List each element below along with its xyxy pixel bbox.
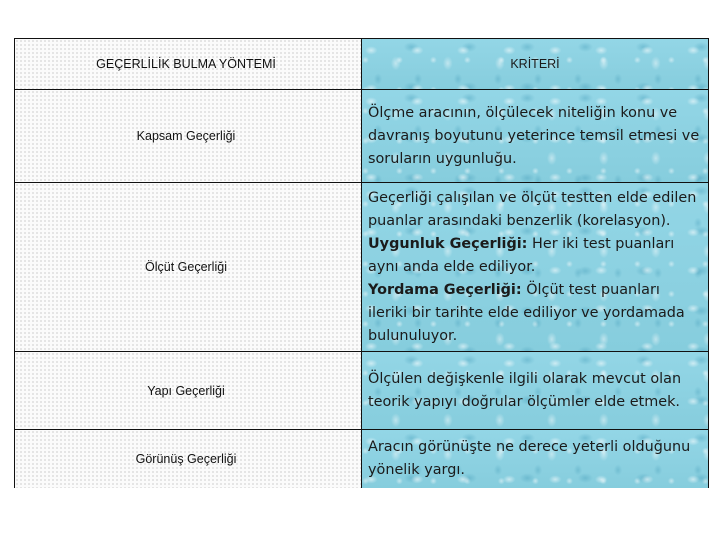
row-criteria-cell [362, 183, 708, 352]
row-criteria-cell [362, 352, 708, 430]
row-criteria-text: Ölçme aracının, ölçülecek niteliğin konu ve davranış boyutunu yeterince temsil etmesi ve soruların uygunluğu. [368, 104, 700, 167]
concurrent-validity-term: Uygunluk Geçerliği: [368, 235, 528, 252]
row-criteria-cell [362, 90, 708, 183]
concurrent-validity-text: Her iki test puanları aynı anda elde ediliyor. [368, 235, 675, 275]
row-method-label: Ölçüt Geçerliği [145, 260, 227, 274]
header-method-label: GEÇERLİLİK BULMA YÖNTEMİ [96, 57, 276, 71]
row-method-label: Kapsam Geçerliği [136, 129, 236, 143]
row-method-cell [15, 183, 362, 352]
row-criteria-text [368, 187, 702, 348]
row-criteria-cell [362, 430, 708, 488]
header-method-cell [15, 39, 362, 90]
row-criteria-text: Ölçülen değişkenle ilgili olarak mevcut olan teorik yapıyı doğrular ölçümler elde etmek. [368, 370, 682, 410]
row-criteria-text: Aracın görünüşte ne derece yeterli olduğunu yönelik yargı. [368, 439, 691, 478]
row-method-cell [15, 352, 362, 430]
row-method-cell [15, 90, 362, 183]
predictive-validity-text: Ölçüt test puanları ileriki bir tarihte elde ediliyor ve yordamada bulunuluyor. [368, 281, 685, 344]
row-method-label: Görünüş Geçerliği [135, 452, 237, 466]
header-criteria-cell [362, 39, 708, 90]
row-method-cell [15, 430, 362, 488]
row-method-label: Yapı Geçerliği [147, 383, 225, 398]
header-criteria-label: KRİTERİ [510, 56, 560, 71]
validity-methods-table [14, 38, 709, 488]
criterion-intro: Geçerliği çalışılan ve ölçüt testten elde edilen puanlar arasındaki benzerlik (korelasyon). [368, 189, 697, 229]
predictive-validity-term: Yordama Geçerliği: [368, 281, 522, 298]
